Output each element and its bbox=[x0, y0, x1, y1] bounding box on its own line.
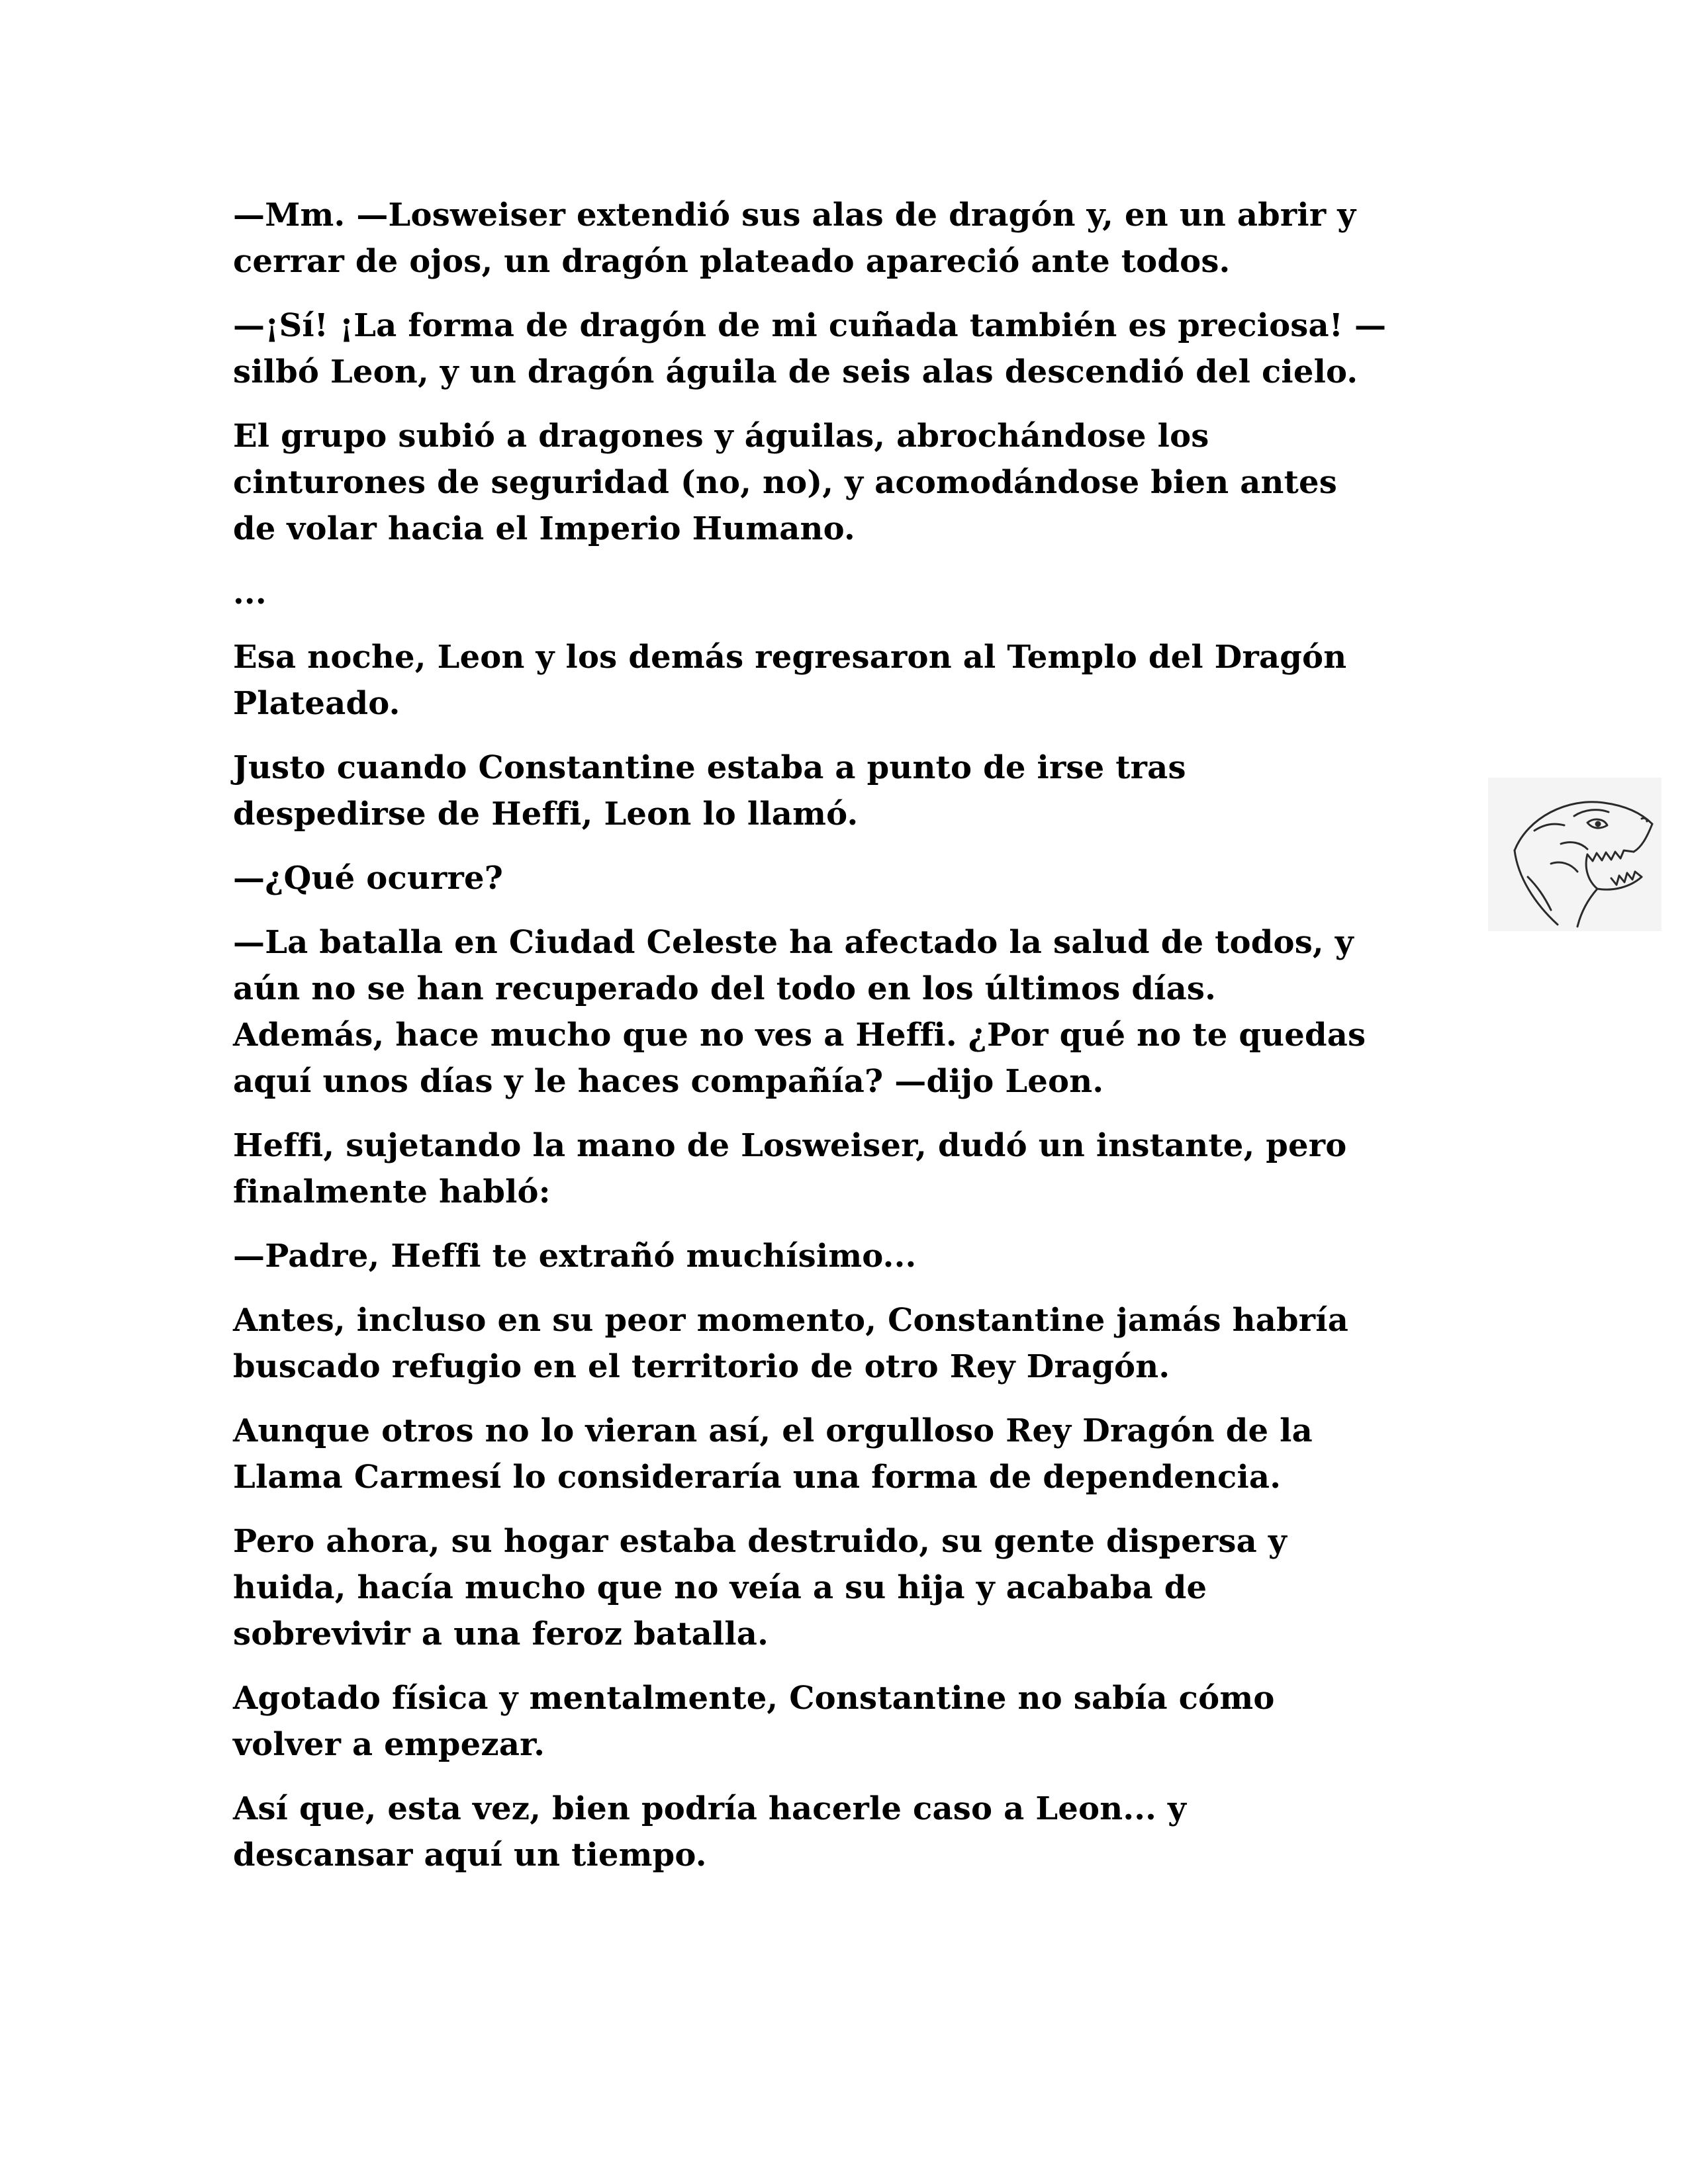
paragraph: Esa noche, Leon y los demás regresaron al Templo del Dragón Plateado. bbox=[233, 639, 1347, 722]
paragraph: Justo cuando Constantine estaba a punto de irse tras despedirse de Heffi, Leon lo llamó. bbox=[233, 749, 1186, 833]
scene-break: ... bbox=[233, 574, 267, 612]
paragraph: —La batalla en Ciudad Celeste ha afectado la salud de todos, y aún no se han recuperado del todo en los últimos días. Además, hace mucho que no ves a Heffi. ¿Por qué no te quedas aquí unos días y le haces compañía? —dijo Leon. bbox=[233, 924, 1366, 1100]
paragraph: Pero ahora, su hogar estaba destruido, su gente dispersa y huida, hacía mucho que no veía a su hija y acababa de sobrevivir a una feroz batalla. bbox=[233, 1523, 1287, 1653]
body-text bbox=[233, 192, 1458, 1896]
dinosaur-head-sketch-icon bbox=[1488, 778, 1662, 931]
paragraph: Heffi, sujetando la mano de Losweiser, dudó un instante, pero finalmente habló: bbox=[233, 1127, 1347, 1210]
paragraph: Aunque otros no lo vieran así, el orgulloso Rey Dragón de la Llama Carmesí lo consideraría una forma de dependencia. bbox=[233, 1412, 1313, 1496]
paragraph: —Padre, Heffi te extrañó muchísimo... bbox=[233, 1238, 917, 1275]
paragraph: Agotado física y mentalmente, Constantine no sabía cómo volver a empezar. bbox=[233, 1680, 1275, 1763]
paragraph: Antes, incluso en su peor momento, Constantine jamás habría buscado refugio en el territorio de otro Rey Dragón. bbox=[233, 1302, 1349, 1385]
paragraph: Así que, esta vez, bien podría hacerle caso a Leon... y descansar aquí un tiempo. bbox=[233, 1790, 1187, 1874]
paragraph: —Mm. —Losweiser extendió sus alas de dragón y, en un abrir y cerrar de ojos, un dragón plateado apareció ante todos. bbox=[233, 197, 1356, 280]
paragraph: —¡Sí! ¡La forma de dragón de mi cuñada también es preciosa! — silbó Leon, y un dragón águila de seis alas descendió del cielo. bbox=[233, 307, 1387, 390]
paragraph: —¿Qué ocurre? bbox=[233, 860, 504, 897]
paragraph: El grupo subió a dragones y águilas, abrochándose los cinturones de seguridad (no, no), y acomodándose bien antes de volar hacia el Imperio Humano. bbox=[233, 418, 1337, 547]
